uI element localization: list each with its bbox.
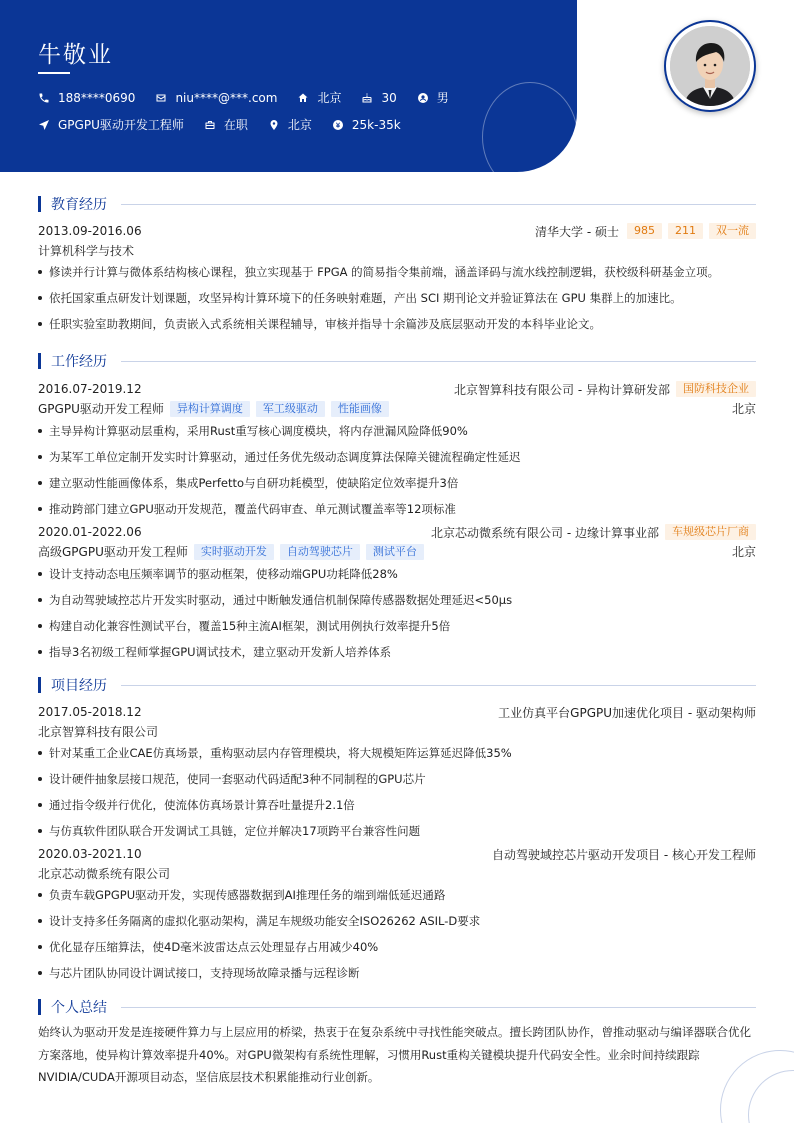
projects-section bbox=[38, 676, 756, 986]
project-company-row bbox=[38, 722, 756, 740]
role-row bbox=[38, 542, 756, 561]
phone-item bbox=[38, 91, 135, 105]
home-icon bbox=[297, 92, 309, 104]
entry-header bbox=[38, 844, 756, 864]
candidate-name: 牛敬业 bbox=[38, 42, 113, 68]
summary-title: 个人总结 bbox=[51, 1000, 107, 1016]
age-item bbox=[361, 91, 396, 105]
education-section bbox=[38, 195, 756, 337]
work-bullets bbox=[38, 418, 756, 522]
list-item: 构建自动化兼容性测试平台，覆盖15种主流AI框架，测试用例执行效率提升5倍 bbox=[38, 613, 756, 639]
name-underline bbox=[38, 72, 70, 74]
send-icon bbox=[38, 119, 50, 131]
work-entry bbox=[38, 379, 756, 522]
school-tag: 985 bbox=[627, 223, 662, 239]
skill-tag: 异构计算调度 bbox=[170, 401, 250, 417]
role-row bbox=[38, 399, 756, 418]
work-title: 工作经历 bbox=[51, 354, 107, 370]
avatar bbox=[670, 26, 750, 106]
avatar-frame bbox=[664, 20, 756, 112]
gender-item bbox=[417, 89, 449, 106]
entry-date: 2016.07-2019.12 bbox=[38, 382, 142, 396]
skill-tag: 性能画像 bbox=[331, 401, 389, 417]
cake-icon bbox=[361, 92, 373, 104]
list-item: 设计支持多任务隔离的虚拟化驱动架构，满足车规级功能安全ISO26262 ASIL-D要求 bbox=[38, 908, 756, 934]
project-bullets bbox=[38, 740, 756, 844]
location-pin-icon bbox=[268, 119, 280, 131]
phone-icon bbox=[38, 92, 50, 104]
skill-tag: 实时驱动开发 bbox=[194, 544, 274, 560]
entry-date: 2020.01-2022.06 bbox=[38, 525, 142, 539]
title-divider bbox=[121, 361, 756, 362]
entry-date: 2020.03-2021.10 bbox=[38, 847, 142, 861]
email-item bbox=[155, 91, 277, 105]
school-name: 清华大学 - 硕士 bbox=[535, 224, 619, 239]
status-item bbox=[204, 116, 248, 133]
list-item: 任职实验室助教期间，负责嵌入式系统相关课程辅导，审核并指导十余篇涉及底层驱动开发的本科毕业论文。 bbox=[38, 311, 756, 337]
work-entry bbox=[38, 522, 756, 665]
work-bullets bbox=[38, 561, 756, 665]
company-tag: 车规级芯片厂商 bbox=[665, 524, 756, 540]
salary-text: 25k-35k bbox=[351, 117, 401, 132]
phone-text: 188****0690 bbox=[58, 90, 136, 105]
title-accent-bar bbox=[38, 677, 41, 693]
work-location: 北京 bbox=[731, 402, 756, 416]
list-item: 为自动驾驶域控芯片开发实时驱动，通过中断触发通信机制保障传感器数据处理延迟<50μs bbox=[38, 587, 756, 613]
summary-text: 始终认为驱动开发是连接硬件算力与上层应用的桥梁，热衷于在复杂系统中寻找性能突破点。擅长跨团队协作，曾推动驱动与编译器联合优化方案落地，使异构计算效率提升40%。对GPU微架构有系统性理解，习惯用Rust重构关键模块提升代码安全性。业余时间持续跟踪NVIDIA/CUDA开源项目动态，坚信底层技术积累能推动行业创新。 bbox=[38, 1025, 751, 1084]
title-divider bbox=[121, 685, 756, 686]
section-title bbox=[38, 195, 756, 213]
project-company: 北京芯动微系统有限公司 bbox=[38, 866, 171, 881]
company-tag: 国防科技企业 bbox=[676, 381, 756, 397]
entry-header bbox=[38, 522, 756, 542]
project-entry bbox=[38, 844, 756, 986]
list-item: 与芯片团队协同设计调试接口，支持现场故障录播与远程诊断 bbox=[38, 960, 756, 986]
work-location: 北京 bbox=[731, 545, 756, 559]
age-text: 30 bbox=[381, 90, 397, 105]
title-divider bbox=[121, 204, 756, 205]
section-title bbox=[38, 352, 756, 370]
school-tag: 211 bbox=[668, 223, 703, 239]
mail-icon bbox=[155, 92, 167, 104]
list-item: 依托国家重点研发计划课题，攻坚异构计算环境下的任务映射难题，产出 SCI 期刊论文并验证算法在 GPU 集群上的加速比。 bbox=[38, 285, 756, 311]
list-item: 推动跨部门建立GPU驱动开发规范，覆盖代码审查、单元测试覆盖率等12项标准 bbox=[38, 496, 756, 522]
list-item: 负责车载GPGPU驱动开发，实现传感器数据到AI推理任务的端到端低延迟通路 bbox=[38, 882, 756, 908]
list-item: 针对某重工企业CAE仿真场景，重构驱动层内存管理模块，将大规模矩阵运算延迟降低35% bbox=[38, 740, 756, 766]
company-name: 北京智算科技有限公司 - 异构计算研发部 bbox=[454, 382, 670, 397]
title-divider bbox=[121, 1007, 756, 1008]
title-accent-bar bbox=[38, 196, 41, 212]
title-accent-bar bbox=[38, 353, 41, 369]
education-entry bbox=[38, 221, 756, 337]
role-name: GPGPU驱动开发工程师 bbox=[38, 402, 164, 416]
school-tag: 双一流 bbox=[709, 223, 756, 239]
money-icon bbox=[332, 119, 344, 131]
entry-header bbox=[38, 221, 756, 241]
list-item: 设计硬件抽象层接口规范，使同一套驱动代码适配3种不同制程的GPU芯片 bbox=[38, 766, 756, 792]
position-text: GPGPU驱动开发工程师 bbox=[58, 118, 184, 132]
education-title: 教育经历 bbox=[51, 197, 107, 213]
role-name: 高级GPGPU驱动开发工程师 bbox=[38, 545, 188, 559]
project-entry bbox=[38, 702, 756, 844]
user-icon bbox=[417, 92, 429, 104]
major-name: 计算机科学与技术 bbox=[38, 243, 135, 258]
gender-text: 男 bbox=[436, 91, 449, 105]
hometown-item bbox=[297, 89, 341, 106]
city-item bbox=[268, 116, 312, 133]
entry-date: 2013.09-2016.06 bbox=[38, 224, 142, 238]
section-title bbox=[38, 998, 756, 1016]
project-bullets bbox=[38, 882, 756, 986]
project-company-row bbox=[38, 864, 756, 882]
company-name: 北京芯动微系统有限公司 - 边缘计算事业部 bbox=[431, 525, 659, 540]
list-item: 设计支持动态电压频率调节的驱动框架，使移动端GPU功耗降低28% bbox=[38, 561, 756, 587]
projects-title: 项目经历 bbox=[51, 678, 107, 694]
email-text: niu****@***.com bbox=[175, 90, 278, 105]
list-item: 建立驱动性能画像体系，集成Perfetto与自研功耗模型，使缺陷定位效率提升3倍 bbox=[38, 470, 756, 496]
list-item: 优化显存压缩算法，使4D毫米波雷达点云处理显存占用减少40% bbox=[38, 934, 756, 960]
salary-item bbox=[332, 118, 401, 132]
skill-tag: 自动驾驶芯片 bbox=[280, 544, 360, 560]
list-item: 指导3名初级工程师掌握GPU调试技术，建立驱动开发新人培养体系 bbox=[38, 639, 756, 665]
city-text: 北京 bbox=[287, 118, 312, 132]
major-row bbox=[38, 241, 756, 259]
contact-row bbox=[38, 89, 469, 106]
skill-tag: 测试平台 bbox=[366, 544, 424, 560]
list-item: 修读并行计算与微体系结构核心课程，独立实现基于 FPGA 的简易指令集前端，涵盖译码与流水线控制逻辑，获校级科研基金立项。 bbox=[38, 259, 756, 285]
section-title bbox=[38, 676, 756, 694]
list-item: 为某军工单位定制开发实时计算驱动，通过任务优先级动态调度算法保障关键流程确定性延迟 bbox=[38, 444, 756, 470]
briefcase-icon bbox=[204, 119, 216, 131]
list-item: 通过指令级并行优化，使流体仿真场景计算吞吐量提升2.1倍 bbox=[38, 792, 756, 818]
decorative-circle bbox=[482, 82, 577, 172]
list-item: 主导异构计算驱动层重构，采用Rust重写核心调度模块，将内存泄漏风险降低90% bbox=[38, 418, 756, 444]
avatar-photo bbox=[670, 26, 750, 106]
education-bullets bbox=[38, 259, 756, 337]
project-name: 工业仿真平台GPGPU加速优化项目 - 驱动架构师 bbox=[498, 705, 756, 720]
status-text: 在职 bbox=[223, 118, 248, 132]
summary-section bbox=[38, 998, 756, 1089]
skill-tag: 军工级驱动 bbox=[256, 401, 325, 417]
project-company: 北京智算科技有限公司 bbox=[38, 724, 159, 739]
title-accent-bar bbox=[38, 999, 41, 1015]
entry-date: 2017.05-2018.12 bbox=[38, 705, 142, 719]
entry-header bbox=[38, 702, 756, 722]
list-item: 与仿真软件团队联合开发调试工具链，定位并解决17项跨平台兼容性问题 bbox=[38, 818, 756, 844]
job-intent-row bbox=[38, 116, 421, 133]
resume-header bbox=[0, 0, 577, 172]
entry-header bbox=[38, 379, 756, 399]
work-section bbox=[38, 352, 756, 665]
project-name: 自动驾驶域控芯片驱动开发项目 - 核心开发工程师 bbox=[492, 847, 756, 862]
hometown-text: 北京 bbox=[317, 91, 342, 105]
position-item bbox=[38, 116, 184, 133]
